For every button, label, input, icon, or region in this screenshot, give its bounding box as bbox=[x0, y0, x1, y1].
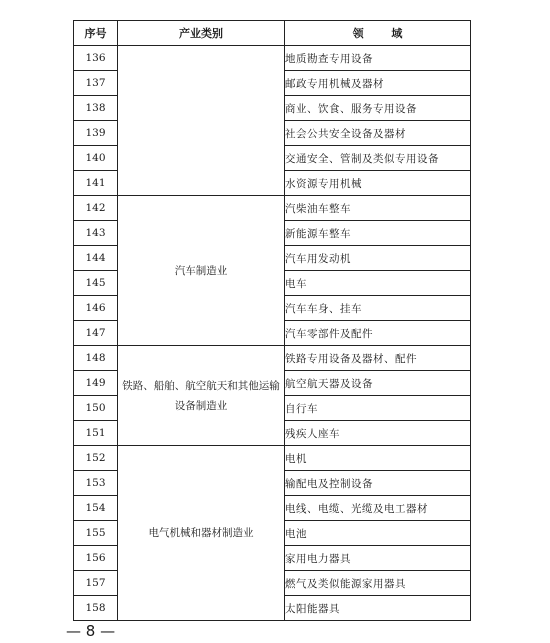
row-index: 143 bbox=[74, 221, 118, 246]
table-row bbox=[74, 446, 471, 471]
row-index: 144 bbox=[74, 246, 118, 271]
row-index: 139 bbox=[74, 121, 118, 146]
row-index: 141 bbox=[74, 171, 118, 196]
row-index: 152 bbox=[74, 446, 118, 471]
field-cell: 汽车用发动机 bbox=[285, 246, 471, 271]
field-cell: 自行车 bbox=[285, 396, 471, 421]
table-body bbox=[74, 46, 471, 621]
field-cell: 社会公共安全设备及器材 bbox=[285, 121, 471, 146]
field-cell: 汽车车身、挂车 bbox=[285, 296, 471, 321]
header-field: 领 域 bbox=[285, 21, 471, 46]
category-cell: 电气机械和器材制造业 bbox=[118, 446, 285, 621]
field-cell: 电池 bbox=[285, 521, 471, 546]
category-cell bbox=[118, 46, 285, 196]
field-cell: 电车 bbox=[285, 271, 471, 296]
field-cell: 新能源车整车 bbox=[285, 221, 471, 246]
table-row bbox=[74, 196, 471, 221]
row-index: 149 bbox=[74, 371, 118, 396]
row-index: 140 bbox=[74, 146, 118, 171]
row-index: 158 bbox=[74, 596, 118, 621]
row-index: 151 bbox=[74, 421, 118, 446]
field-cell: 家用电力器具 bbox=[285, 546, 471, 571]
field-cell: 邮政专用机械及器材 bbox=[285, 71, 471, 96]
field-cell: 航空航天器及设备 bbox=[285, 371, 471, 396]
table-header-row bbox=[74, 21, 471, 46]
category-cell: 汽车制造业 bbox=[118, 196, 285, 346]
header-category: 产业类别 bbox=[118, 21, 285, 46]
field-cell: 水资源专用机械 bbox=[285, 171, 471, 196]
field-cell: 电机 bbox=[285, 446, 471, 471]
category-cell: 铁路、船舶、航空航天和其他运输设备制造业 bbox=[118, 346, 285, 446]
row-index: 138 bbox=[74, 96, 118, 121]
field-cell: 输配电及控制设备 bbox=[285, 471, 471, 496]
row-index: 146 bbox=[74, 296, 118, 321]
row-index: 154 bbox=[74, 496, 118, 521]
field-cell: 汽柴油车整车 bbox=[285, 196, 471, 221]
field-cell: 燃气及类似能源家用器具 bbox=[285, 571, 471, 596]
table-row bbox=[74, 46, 471, 71]
page-number: — 8 — bbox=[66, 622, 116, 640]
header-index: 序号 bbox=[74, 21, 118, 46]
row-index: 157 bbox=[74, 571, 118, 596]
field-cell: 汽车零部件及配件 bbox=[285, 321, 471, 346]
row-index: 153 bbox=[74, 471, 118, 496]
field-cell: 交通安全、管制及类似专用设备 bbox=[285, 146, 471, 171]
field-cell: 地质勘查专用设备 bbox=[285, 46, 471, 71]
row-index: 136 bbox=[74, 46, 118, 71]
field-cell: 铁路专用设备及器材、配件 bbox=[285, 346, 471, 371]
field-cell: 残疾人座车 bbox=[285, 421, 471, 446]
row-index: 147 bbox=[74, 321, 118, 346]
row-index: 142 bbox=[74, 196, 118, 221]
row-index: 148 bbox=[74, 346, 118, 371]
table-row bbox=[74, 346, 471, 371]
row-index: 150 bbox=[74, 396, 118, 421]
field-cell: 商业、饮食、服务专用设备 bbox=[285, 96, 471, 121]
row-index: 156 bbox=[74, 546, 118, 571]
row-index: 145 bbox=[74, 271, 118, 296]
field-cell: 太阳能器具 bbox=[285, 596, 471, 621]
field-cell: 电线、电缆、光缆及电工器材 bbox=[285, 496, 471, 521]
row-index: 137 bbox=[74, 71, 118, 96]
row-index: 155 bbox=[74, 521, 118, 546]
industry-field-table bbox=[73, 20, 471, 621]
